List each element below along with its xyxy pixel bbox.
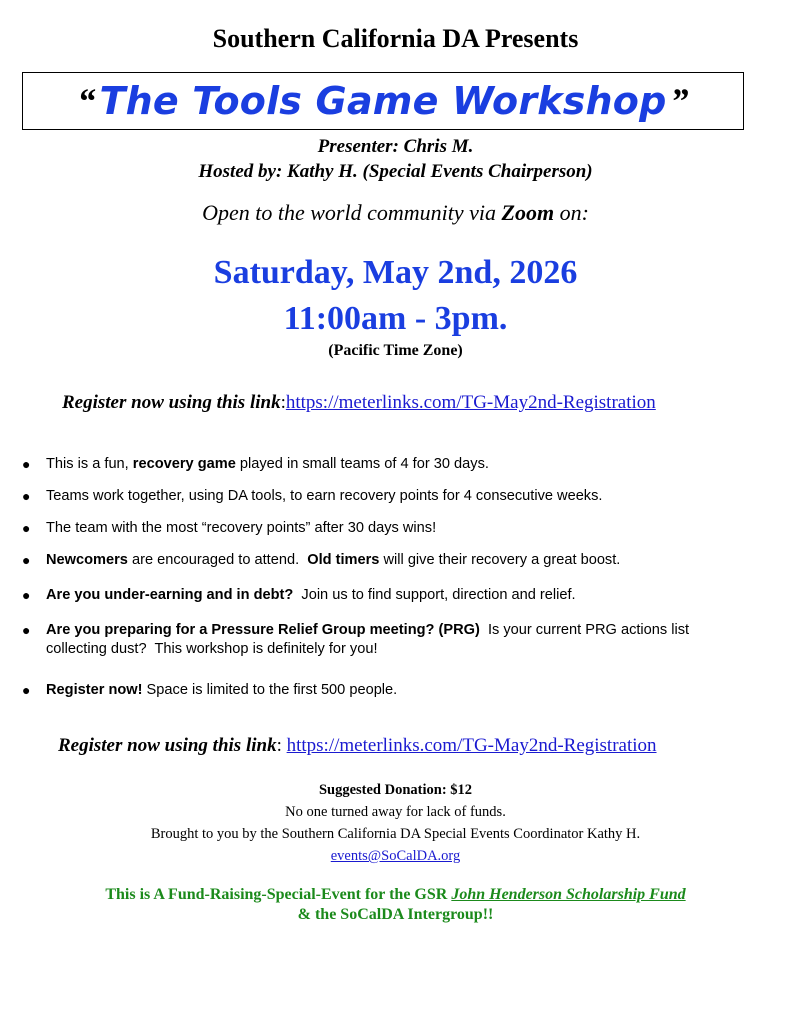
- register-sep: :: [280, 392, 286, 413]
- register-label: Register now using this link: [58, 735, 277, 756]
- open-quote: “: [77, 81, 96, 121]
- fundraiser-line-2: & the SoCalDA Intergroup!!: [297, 906, 494, 923]
- workshop-title-box: [22, 72, 744, 130]
- bullet-icon: ●: [22, 682, 31, 698]
- email-link[interactable]: events@SoCalDA.org: [330, 848, 461, 864]
- no-one-turned-away: No one turned away for lack of funds.: [285, 804, 506, 820]
- event-timezone: (Pacific Time Zone): [328, 342, 463, 359]
- registration-link[interactable]: https://meterlinks.com/TG-May2nd-Registration: [286, 735, 657, 756]
- bullet-icon: ●: [22, 552, 31, 568]
- fundraiser-line-1: This is A Fund-Raising-Special-Event for the GSR John Henderson Scholarship Fund: [105, 886, 686, 903]
- bullet-icon: ●: [22, 520, 31, 536]
- bullet-icon: ●: [22, 587, 31, 603]
- register-label: Register now using this link: [62, 392, 281, 413]
- platform-name: Zoom: [501, 200, 555, 225]
- list-item: ● The team with the most “recovery points” after 30 days wins!: [22, 520, 437, 536]
- org-heading: Southern California DA Presents: [212, 24, 579, 53]
- list-item: ● Are you preparing for a Pressure Relief Group meeting? (PRG) Is your current PRG actions list collecting dust? This workshop is definitely for you!: [22, 622, 694, 657]
- presenter-line: Presenter: Chris M.: [317, 136, 474, 157]
- open-prefix: Open to the world community via: [202, 200, 502, 225]
- register-line-top: [62, 392, 656, 414]
- open-suffix: on:: [554, 200, 589, 225]
- list-item: ● Teams work together, using DA tools, to earn recovery points for 4 consecutive weeks.: [22, 488, 603, 504]
- register-sep: :: [276, 735, 287, 756]
- event-date: Saturday, May 2nd, 2026: [213, 254, 578, 291]
- scholarship-fund-name: John Henderson Scholarship Fund: [451, 886, 686, 903]
- list-item: ● Newcomers are encouraged to attend. Old timers will give their recovery a great boost.: [22, 552, 621, 568]
- bullet-icon: ●: [22, 622, 31, 638]
- host-line: Hosted by: Kathy H. (Special Events Chairperson): [198, 161, 593, 182]
- email-line: [0, 848, 791, 865]
- list-item: ● Register now! Space is limited to the first 500 people.: [22, 682, 398, 698]
- event-time: 11:00am - 3pm.: [283, 300, 508, 337]
- close-quote: ”: [670, 81, 689, 121]
- brought-by-line: Brought to you by the Southern California DA Special Events Coordinator Kathy H.: [150, 826, 641, 842]
- open-to-world-line: [0, 200, 791, 226]
- bullet-icon: ●: [22, 456, 31, 472]
- workshop-title: The Tools Game Workshop: [99, 79, 667, 123]
- bullet-icon: ●: [22, 488, 31, 504]
- suggested-donation: Suggested Donation: $12: [318, 782, 473, 798]
- list-item: ● Are you under-earning and in debt? Join us to find support, direction and relief.: [22, 587, 576, 603]
- register-line-bottom: [58, 735, 657, 757]
- registration-link[interactable]: https://meterlinks.com/TG-May2nd-Registration: [285, 392, 656, 413]
- list-item: ● This is a fun, recovery game played in small teams of 4 for 30 days.: [22, 456, 489, 472]
